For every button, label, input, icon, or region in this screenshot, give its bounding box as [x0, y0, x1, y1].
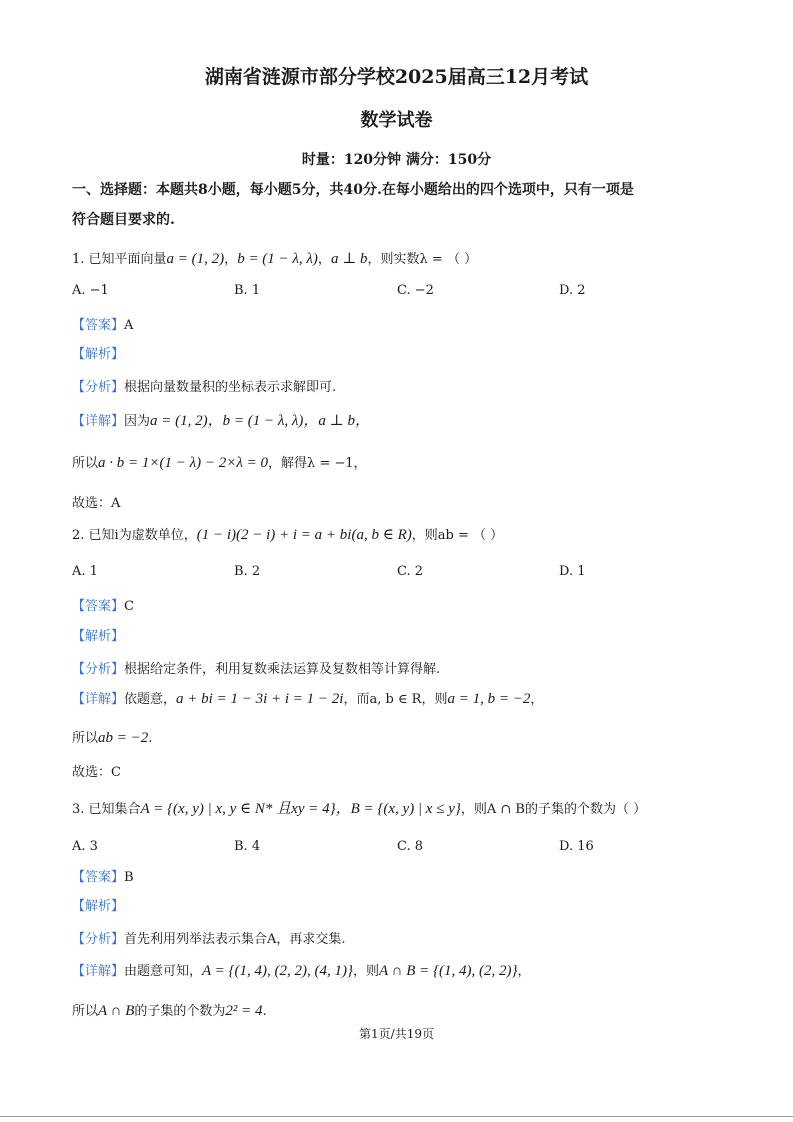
q3-solve: [72, 1002, 267, 1021]
q3-stem-math: A = {(x, y) | x, y ∈ N* 且xy = 4}，B = {(x, y) | x ≤ y}: [140, 801, 461, 817]
q2-fenxi-text: 根据给定条件，利用复数乘法运算及复数相等计算得解.: [124, 662, 441, 677]
q1-option-a: A. −1: [72, 283, 109, 298]
q3-detail-mid: ，则: [353, 964, 380, 979]
fenxi-label: 【分析】: [72, 932, 125, 947]
q2-conclusion: 故选：C: [72, 765, 121, 780]
exam-meta: 时量：120分钟 满分：150分: [301, 152, 492, 168]
q3-stem: [72, 800, 646, 819]
q2-detail-suffix: ，: [530, 692, 544, 707]
q3-answer: [72, 869, 134, 887]
q3-solve-math2: 2² = 4: [225, 1003, 263, 1019]
q1-analysis-label: 【解析】: [72, 347, 125, 362]
detail-label: 【详解】: [72, 964, 125, 979]
fenxi-label: 【分析】: [72, 380, 125, 395]
q3-detail: [72, 962, 531, 981]
section-heading-line2: 符合题目要求的.: [72, 212, 175, 228]
q3-fenxi: [72, 931, 346, 949]
q2-solve-prefix: 所以: [72, 731, 99, 746]
q2-solve-math: ab = −2: [98, 730, 149, 746]
q2-solve: [72, 729, 152, 748]
q2-detail-prefix: 依题意，: [124, 692, 177, 707]
q3-detail-suffix: ，: [517, 964, 531, 979]
fenxi-label: 【分析】: [72, 662, 125, 677]
q2-detail-mid: ，而a, b ∈ R，则: [343, 692, 448, 707]
section-heading-line1: 一、选择题：本题共8小题，每小题5分，共40分.在每小题给出的四个选项中，只有一项是: [72, 182, 634, 198]
q2-detail-math: a + bi = 1 − 3i + i = 1 − 2i: [176, 691, 344, 707]
q1-option-c: C. −2: [397, 283, 434, 298]
q1-vector-b: b = (1 − λ, λ): [237, 251, 318, 267]
q1-detail-math: a = (1, 2)，b = (1 − λ, λ)，a ⊥ b，: [150, 413, 370, 429]
q1-conclusion: 故选：A: [72, 496, 121, 511]
page-bottom-rule: [0, 1116, 793, 1117]
answer-label: 【答案】: [72, 599, 125, 614]
q3-solve-prefix: 所以: [72, 1004, 99, 1019]
q2-stem-suffix: ，则ab = （ ）: [411, 528, 504, 543]
q1-detail-prefix: 因为: [124, 414, 151, 429]
q3-solve-mid: 的子集的个数为: [134, 1004, 226, 1019]
q1-perp: a ⊥ b: [330, 251, 368, 267]
q2-answer: [72, 598, 134, 616]
q2-answer-value: C: [124, 599, 134, 614]
q1-solve-math: a · b = 1×(1 − λ) − 2×λ = 0: [98, 455, 268, 471]
q1-solve: [72, 454, 367, 473]
q3-option-c: C. 8: [397, 839, 424, 854]
q2-option-c: C. 2: [397, 564, 424, 579]
q2-stem-prefix: 2. 已知i为虚数单位，: [72, 528, 197, 543]
detail-label: 【详解】: [72, 414, 125, 429]
q2-solve-suffix: .: [148, 731, 153, 746]
q1-solve-suffix: ，解得λ = −1，: [267, 456, 367, 471]
answer-label: 【答案】: [72, 870, 125, 885]
q1-stem-prefix: 1. 已知平面向量: [72, 252, 167, 267]
q3-solve-math: A ∩ B: [98, 1003, 135, 1019]
q3-detail-prefix: 由题意可知，: [124, 964, 203, 979]
q2-stem-math: (1 − i)(2 − i) + i = a + bi(a, b ∈ R): [196, 527, 412, 543]
q2-fenxi: [72, 661, 440, 679]
page-number: 第1页/共19页: [359, 1027, 434, 1041]
q3-stem-prefix: 3. 已知集合: [72, 802, 141, 817]
q3-detail-math2: A ∩ B = {(1, 4), (2, 2)}: [379, 963, 518, 979]
exam-title: 湖南省涟源市部分学校2025届高三12月考试: [204, 66, 589, 88]
q1-option-b: B. 1: [234, 283, 261, 298]
q2-detail: [72, 690, 543, 709]
q3-solve-suffix: .: [262, 1004, 267, 1019]
q3-option-d: D. 16: [559, 839, 594, 854]
q3-detail-math: A = {(1, 4), (2, 2), (4, 1)}: [202, 963, 354, 979]
q3-option-b: B. 4: [234, 839, 261, 854]
q1-answer-value: A: [124, 318, 134, 333]
exam-subtitle: 数学试卷: [360, 110, 433, 131]
q1-fenxi: [72, 379, 336, 397]
q3-answer-value: B: [124, 870, 134, 885]
q2-detail-math2: a = 1, b = −2: [447, 691, 531, 707]
q1-stem: 1. 已知平面向量a = (1, 2)，b = (1 − λ, λ)，a ⊥ b，则实数λ = （ ）: [72, 251, 478, 267]
q1-vector-a: a = (1, 2): [166, 251, 225, 267]
q3-analysis-label: 【解析】: [72, 899, 125, 914]
q3-fenxi-text: 首先利用列举法表示集合A，再求交集.: [124, 932, 346, 947]
q2-option-a: A. 1: [72, 564, 98, 579]
q2-option-b: B. 2: [234, 564, 261, 579]
answer-label: 【答案】: [72, 318, 125, 333]
q1-detail: [72, 412, 370, 431]
q1-stem-suffix: ，则实数λ = （ ）: [367, 252, 478, 267]
q2-analysis-label: 【解析】: [72, 629, 125, 644]
q1-fenxi-text: 根据向量数量积的坐标表示求解即可.: [124, 380, 337, 395]
q3-option-a: A. 3: [72, 839, 98, 854]
q1-answer: [72, 317, 133, 335]
q2-option-d: D. 1: [559, 564, 586, 579]
q2-stem: [72, 526, 503, 545]
detail-label: 【详解】: [72, 692, 125, 707]
q1-solve-prefix: 所以: [72, 456, 99, 471]
q1-option-d: D. 2: [559, 283, 586, 298]
q3-stem-suffix: ，则A ∩ B的子集的个数为（ ）: [460, 802, 647, 817]
